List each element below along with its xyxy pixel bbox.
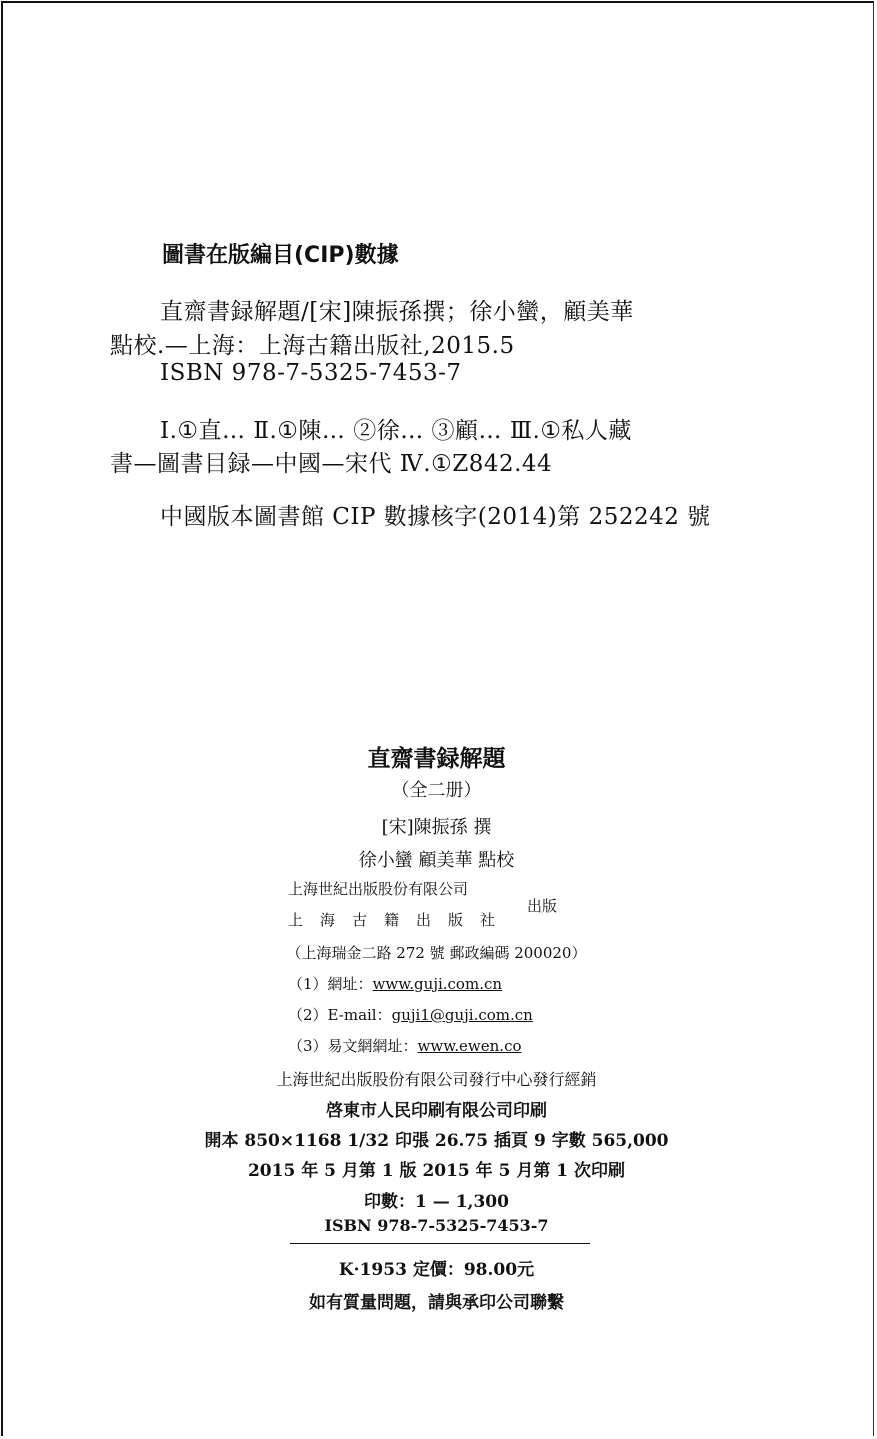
ewen-line: [288, 1035, 522, 1056]
publisher-address: （上海瑞金二路 272 號 郵政編碼 200020）: [286, 944, 587, 962]
quality-notice: 如有質量問題，請與承印公司聯繫: [309, 1293, 564, 1313]
cip-publish-line: 點校.—上海：上海古籍出版社,2015.5: [110, 333, 515, 359]
email-line: [288, 1004, 533, 1025]
cip-title-line: 直齋書録解題/[宋]陳振孫撰；徐小蠻，顧美華: [160, 299, 634, 325]
format-specs: 開本 850×1168 1/32 印張 26.75 插頁 9 字數 565,000: [204, 1131, 669, 1151]
volume-count: （全二册）: [391, 780, 482, 801]
publisher-suffix: 出版: [527, 897, 558, 915]
edition-line: 2015 年 5 月第 1 版 2015 年 5 月第 1 次印刷: [247, 1161, 626, 1181]
author-line: [宋]陳振孫 撰: [381, 817, 492, 838]
ewen-label: （3）易文網網址：: [288, 1037, 418, 1055]
printer-line: 啓東市人民印刷有限公司印刷: [326, 1101, 547, 1121]
print-run: 印數：1 — 1,300: [364, 1192, 509, 1212]
book-title: 直齋書録解題: [367, 746, 506, 772]
colophon-isbn: ISBN 978-7-5325-7453-7: [324, 1216, 549, 1235]
price-line: K·1953 定價：98.00元: [338, 1260, 535, 1280]
ewen-link[interactable]: www.ewen.co: [417, 1037, 522, 1055]
distributor-line: 上海世紀出版股份有限公司發行中心發行經銷: [276, 1070, 597, 1089]
cip-heading: 圖書在版編目(CIP)數據: [162, 243, 399, 268]
editors-line: 徐小蠻 顧美華 點校: [358, 850, 515, 871]
email-link[interactable]: guji1@guji.com.cn: [391, 1006, 533, 1024]
publisher-name-1: 上海世紀出版股份有限公司: [288, 880, 469, 898]
email-label: （2）E-mail：: [288, 1006, 392, 1024]
cip-isbn-line: ISBN 978-7-5325-7453-7: [160, 360, 462, 386]
website-link[interactable]: www.guji.com.cn: [372, 975, 503, 993]
publisher-name-2: 上海古籍出版社: [288, 911, 513, 929]
website-label: （1）網址：: [288, 975, 373, 993]
website-line: [288, 973, 502, 994]
cip-number-line: 中國版本圖書館 CIP 數據核字(2014)第 252242 號: [160, 504, 711, 530]
divider-rule: [290, 1243, 590, 1244]
cip-subject-line-2: 書—圖書目録—中國—宋代 Ⅳ.①Z842.44: [110, 451, 553, 477]
cip-subject-line-1: Ⅰ.①直… Ⅱ.①陳… ②徐… ③顧… Ⅲ.①私人藏: [160, 418, 632, 444]
